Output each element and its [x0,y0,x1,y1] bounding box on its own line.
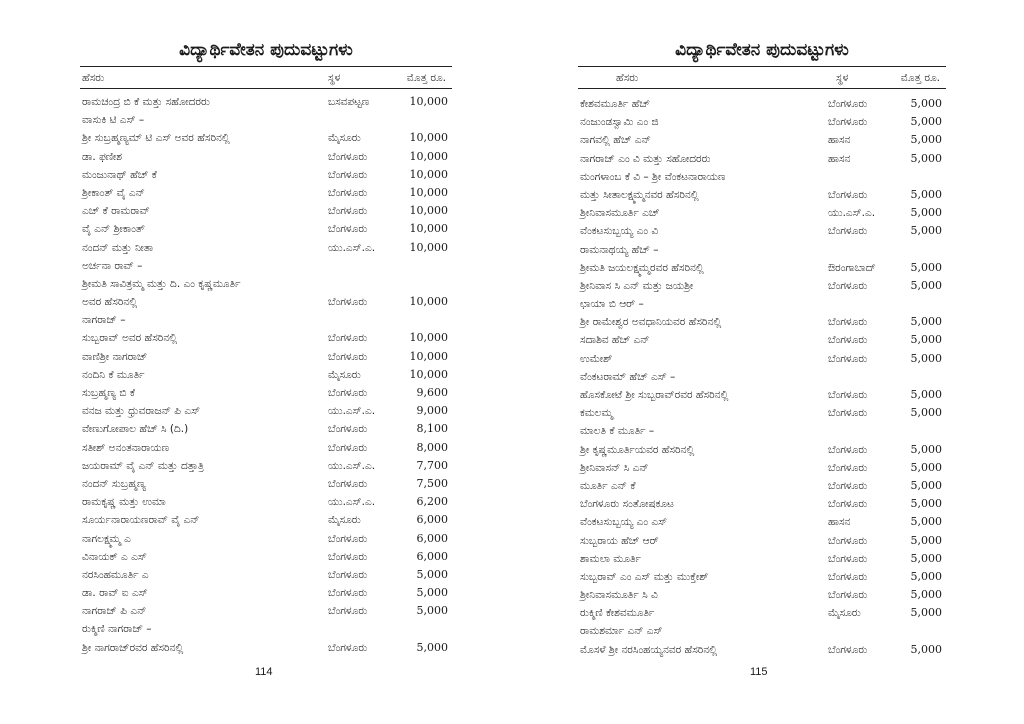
donation-amount: 10,000 [409,131,448,145]
donor-place: ಬೆಂಗಳೂರು [828,534,868,547]
table-row [80,148,452,166]
donation-amount: 6,000 [416,531,448,545]
donor-name: ಜಯರಾಮ್ ವೈ ಎನ್ ಮತ್ತು ದತ್ತಾತ್ರಿ [82,459,204,472]
donation-amount: 10,000 [409,222,448,236]
donor-name: ಶ್ರೀ ಸುಬ್ರಹ್ಮಣ್ಯಮ್ ಟಿ ಎಸ್ ಅವರ ಹೆಸರಿನಲ್ಲಿ [82,132,230,145]
donor-place: ಬೆಂಗಳೂರು [328,168,368,181]
donation-amount: 6,200 [416,495,448,509]
donor-name: ವೆಂಕಟರಾಮ್ ಹೆಚ್ ಎಸ್ – [580,370,676,383]
table-row [80,475,452,493]
table-row [578,568,946,586]
donor-name: ಸೂರ್ಯನಾರಾಯಣರಾವ್ ವೈ ಎನ್ [82,514,200,527]
donation-amount: 5,000 [416,604,448,618]
table-row [578,513,946,531]
donation-amount: 8,000 [416,440,448,454]
donation-amount: 5,000 [910,569,942,583]
donor-place: ಬೆಂಗಳೂರು [828,498,868,511]
donor-name: ಸುಬ್ಬರಾಯ ಹೆಚ್ ಆರ್ [580,534,659,547]
donor-place: ಬೆಂಗಳೂರು [328,477,368,490]
table-row [80,184,452,202]
donor-place: ಬೆಂಗಳೂರು [828,407,868,420]
donor-place: ಬಸವಪಟ್ಟಣ [328,96,370,108]
table-row [578,622,946,640]
donor-place: ಬೆಂಗಳೂರು [328,223,368,236]
table-row [578,204,946,222]
donor-name: ಶ್ರೀನಿವಾಸ ಸಿ ಎನ್ ಮತ್ತು ಜಯಶ್ರೀ [580,279,694,292]
donor-place: ಬೆಂಗಳೂರು [328,441,368,454]
donor-place: ಯು.ಎಸ್.ಎ. [328,405,376,418]
donor-name: ಶ್ರೀ ಕೃಷ್ಣಮೂರ್ತಿಯವರ ಹೆಸರಿನಲ್ಲಿ [580,443,695,456]
donor-place: ಯು.ಎಸ್.ಎ. [328,241,376,254]
table-row [578,95,946,113]
donor-place: ಬೆಂಗಳೂರು [328,387,368,399]
table-row [80,402,452,420]
table-row [80,239,452,257]
donation-amount: 5,000 [910,406,942,420]
donation-amount: 10,000 [409,149,448,163]
donor-place: ಬೆಂಗಳೂರು [328,641,368,654]
donor-place: ಬೆಂಗಳೂರು [328,150,368,163]
donation-amount: 5,000 [910,460,942,474]
donor-name: ಸುಬ್ಬರಾವ್ ಅವರ ಹೆಸರಿನಲ್ಲಿ [82,332,178,345]
page-title: ವಿದ್ಯಾರ್ಥಿವೇತನ ಪುದುವಟ್ಟುಗಳು [675,40,849,60]
donation-amount: 5,000 [910,260,942,274]
donor-name: ಮತ್ತು ಸೀತಾಲಕ್ಷ್ಮಮ್ಮನವರ ಹೆಸರಿನಲ್ಲಿ [580,188,699,201]
donor-place: ಬೆಂಗಳೂರು [328,332,368,345]
donor-place: ಬೆಂಗಳೂರು [828,570,868,583]
donor-place: ಬೆಂಗಳೂರು [828,316,868,329]
header-bottom-rule [578,88,946,89]
donor-name: ಮಂಗಳಾಂಬ ಕೆ ವಿ – ಶ್ರೀ ವೆಂಕಟನಾರಾಯಣ [580,170,726,183]
donor-place: ಬೆಂಗಳೂರು [828,643,868,656]
donor-place: ಬೆಂಗಳೂರು [328,587,368,600]
donation-amount: 10,000 [409,167,448,181]
donor-place: ಬೆಂಗಳೂರು [328,568,368,581]
table-row [80,493,452,511]
donor-name: ಶ್ರೀಮತಿ ಜಯಲಕ್ಷ್ಮಮ್ಮರವರ ಹೆಸರಿನಲ್ಲಿ [580,261,704,274]
donor-name: ಕಮಲಮ್ಮ [580,407,613,420]
donation-amount: 5,000 [416,567,448,581]
donor-name: ವೆಂಕಟಸುಬ್ಬಯ್ಯ ಎಂ ಎಸ್ [580,516,668,529]
donor-name: ಶ್ರೀಕಾಂತ್ ವೈ ಎನ್ [82,186,145,199]
donor-name: ರಾಮಕೃಷ್ಣ ಮತ್ತು ಉಮಾ [82,496,166,509]
donor-name: ನಾಗವಲ್ಲಿ ಹೆಚ್ ಎನ್ [580,134,651,147]
donation-amount: 5,000 [910,588,942,602]
header-bottom-rule [80,88,452,89]
table-row [80,620,452,638]
donor-place: ಬೆಂಗಳೂರು [328,550,368,563]
donation-amount: 10,000 [409,95,448,108]
right-page [578,0,946,724]
donor-place: ಬೆಂಗಳೂರು [828,352,868,365]
donor-place: ಬೆಂಗಳೂರು [828,116,868,129]
table-row [578,495,946,513]
donation-amount: 10,000 [409,367,448,381]
table-row [578,186,946,204]
donor-name: ರಾಮಚಂದ್ರ ಬಿ ಕೆ ಮತ್ತು ಸಹೋದರರು [82,96,210,108]
table-row [80,457,452,475]
donor-name: ಸುಬ್ಬರಾವ್ ಎಂ ಎಸ್ ಮತ್ತು ಮುಕ್ತೇಶ್ [580,570,709,583]
table-row [80,548,452,566]
table-row [578,422,946,440]
donor-name: ನಾಗಲಕ್ಷ್ಮಮ್ಮ ಎ [82,532,131,545]
donation-amount: 5,000 [910,442,942,456]
donor-name: ವೆಂಕಟಸುಬ್ಬಯ್ಯ ಎಂ ವಿ [580,225,659,238]
donor-place: ಬೆಂಗಳೂರು [828,589,868,602]
donor-place: ಬೆಂಗಳೂರು [828,188,868,201]
table-row [578,113,946,131]
page-title: ವಿದ್ಯಾರ್ಥಿವೇತನ ಪುದುವಟ್ಟುಗಳು [179,40,353,60]
donor-name: ನಂಜುಂಡಸ್ವಾಮಿ ಎಂ ಜಿ [580,116,659,129]
donor-name: ವನಜ ಮತ್ತು ಧ್ರುವರಾಜನ್ ಪಿ ಎಸ್ [82,405,201,418]
donation-amount: 5,000 [910,388,942,401]
table-row [80,639,452,657]
table-row [578,222,946,240]
donation-amount: 5,000 [416,586,448,600]
donor-place: ಔರಂಗಾಬಾದ್ [828,261,876,274]
donor-place: ಯು.ಎಸ್.ಎ. [328,496,376,509]
table-header [80,72,452,86]
table-row [578,295,946,313]
header-name: ಹೆಸರು [82,72,105,84]
table-row [80,329,452,347]
donation-amount: 10,000 [409,331,448,345]
donation-amount: 10,000 [409,295,448,309]
donor-place: ಬೆಂಗಳೂರು [828,443,868,456]
header-name: ಹೆಸರು [616,72,639,84]
donation-amount: 5,000 [910,478,942,492]
donor-place: ಬೆಂಗಳೂರು [828,479,868,492]
header-place: ಸ್ಥಳ [328,72,341,84]
donor-place: ಬೆಂಗಳೂರು [328,350,368,363]
table-row [578,441,946,459]
header-place: ಸ್ಥಳ [836,72,849,84]
donation-amount: 8,100 [416,422,448,436]
table-row [80,530,452,548]
table-row [578,404,946,422]
donor-name: ನಾಗರಾಜ್ ಎಂ ವಿ ಮತ್ತು ಸಹೋದರರು [580,152,711,165]
donor-place: ಬೆಂಗಳೂರು [328,423,368,436]
donation-amount: 6,000 [416,513,448,527]
donor-name: ನಂದನ್ ಮತ್ತು ನೀತಾ [82,241,154,254]
donor-place: ಯು.ಎಸ್.ಎ. [828,207,876,220]
donor-name: ಎಚ್ ಕೆ ರಾಮರಾವ್ [82,205,150,218]
donor-name: ಉಮೇಶ್ [580,352,613,365]
donor-name: ರುಕ್ಮಿಣಿ ನಾಗರಾಜ್ – [82,623,152,636]
donor-name: ರಾಮಶರ್ಮಾ ಎನ್ ಎಸ್ [580,625,663,638]
donor-name: ರುಕ್ಮಿಣಿ ಕೇಶವಮೂರ್ತಿ [580,607,655,620]
donor-name: ಅವರ ಹೆಸರಿನಲ್ಲಿ [82,296,138,309]
donation-amount: 10,000 [409,204,448,218]
donor-place: ಹಾಸನ [828,134,851,147]
donor-name: ಶ್ರೀನಿವಾಸಮೂರ್ತಿ ಸಿ ವಿ [580,589,658,602]
left-page [80,0,452,724]
donor-table [80,93,452,657]
table-row [80,366,452,384]
donation-amount: 5,000 [910,551,942,565]
donation-amount: 5,000 [910,97,942,110]
donation-amount: 5,000 [910,224,942,238]
donor-name: ಡಾ. ರಾವ್ ಐ ಎಸ್ [82,587,148,600]
donor-name: ನರಸಿಂಹಮೂರ್ತಿ ಎ [82,568,149,581]
donor-name: ಛಾಯಾ ಬಿ ಆರ್ – [580,298,644,311]
table-row [80,111,452,129]
donor-place: ಮೈಸೂರು [828,607,861,620]
table-row [578,477,946,495]
donation-amount: 7,700 [416,458,448,472]
table-row [80,129,452,147]
donor-name: ವೇಣುಗೋಪಾಲ ಹೆಚ್ ಸಿ (ದಿ.) [82,423,189,436]
donor-name: ಕೇಶವಮೂರ್ತಿ ಹೆಚ್ [580,98,650,110]
donor-place: ಬೆಂಗಳೂರು [328,296,368,309]
donor-place: ಬೆಂಗಳೂರು [828,334,868,347]
donation-amount: 6,000 [416,549,448,563]
table-row [578,150,946,168]
table-row [578,313,946,331]
table-header [578,72,946,86]
donor-name: ಶ್ರೀ ನಾಗರಾಜ್‌ರವರ ಹೆಸರಿನಲ್ಲಿ [82,641,184,654]
donor-name: ಶ್ರೀಮತಿ ಸಾವಿತ್ರಮ್ಮ ಮತ್ತು ದಿ. ಎಂ ಕೃಷ್ಣಮೂರ್ತಿ [82,277,241,290]
page-number: 114 [255,666,273,678]
donor-place: ಬೆಂಗಳೂರು [828,389,868,401]
donor-name: ಅರ್ಚನಾ ರಾವ್ – [82,259,143,272]
donor-place: ಹಾಸನ [828,152,851,165]
table-row [80,311,452,329]
donation-amount: 5,000 [910,115,942,129]
donor-table [578,95,946,659]
table-row [578,168,946,186]
donation-amount: 5,000 [910,515,942,529]
table-row [80,348,452,366]
table-row [80,566,452,584]
donor-place: ಬೆಂಗಳೂರು [328,205,368,218]
donor-name: ಶ್ರೀನಿವಾಸಮೂರ್ತಿ ಎಚ್ [580,207,660,220]
table-row [578,459,946,477]
donation-amount: 5,000 [910,278,942,292]
donation-amount: 5,000 [416,640,448,654]
donor-name: ವಾಸುಕಿ ಟಿ ಎಸ್ – [82,114,145,127]
table-row [80,257,452,275]
donor-place: ಬೆಂಗಳೂರು [328,605,368,618]
donor-name: ಡಾ. ಫಣೀಶ [82,150,123,163]
table-row [80,384,452,402]
donor-name: ಮಂಜುನಾಥ್ ಹೆಚ್ ಕೆ [82,168,157,181]
header-amount: ಮೊತ್ತ ರೂ. [900,72,940,84]
donor-name: ಸುಬ್ರಹ್ಮಣ್ಯ ಬಿ ಕೆ [82,387,135,399]
table-row [80,602,452,620]
donation-amount: 5,000 [910,606,942,620]
table-row [80,166,452,184]
donor-place: ಮೈಸೂರು [328,514,361,527]
table-row [80,93,452,111]
donor-name: ವಿನಾಯಕ್ ಎ ಎಸ್ [82,550,147,563]
table-row [578,131,946,149]
donor-name: ಸದಾಶಿವ ಹೆಚ್ ಎನ್ [580,334,650,347]
donor-name: ವೈ ಎನ್ ಶ್ರೀಕಾಂತ್ [82,223,145,236]
donor-place: ಬೆಂಗಳೂರು [828,225,868,238]
table-row [578,331,946,349]
donor-name: ನಾಗರಾಜ್ – [82,314,126,327]
table-row [578,532,946,550]
donor-place: ಬೆಂಗಳೂರು [328,186,368,199]
page-number: 115 [750,666,768,678]
donor-name: ಹೊಸಕೋಟೆ ಶ್ರೀ ಸುಬ್ಬರಾವ್‌ರವರ ಹೆಸರಿನಲ್ಲಿ [580,389,729,401]
table-row [578,641,946,659]
donation-amount: 5,000 [910,533,942,547]
donation-amount: 9,600 [416,386,448,399]
table-row [80,202,452,220]
donor-name: ರಾಮನಾಥಯ್ಯ ಹೆಚ್ – [580,243,659,256]
donation-amount: 10,000 [409,240,448,254]
table-row [578,277,946,295]
donation-amount: 10,000 [409,185,448,199]
donor-name: ಶಾಮಲಾ ಮೂರ್ತಿ [580,552,641,565]
donation-amount: 5,000 [910,206,942,220]
table-row [80,220,452,238]
donor-name: ಮೂರ್ತಿ ಎನ್ ಕೆ [580,479,636,492]
table-row [578,604,946,622]
donation-amount: 5,000 [910,351,942,365]
donation-amount: 7,500 [416,476,448,490]
table-row [80,584,452,602]
table-row [578,586,946,604]
table-row [578,241,946,259]
donor-name: ನಂದಿನಿ ಕೆ ಮೂರ್ತಿ [82,368,145,381]
donor-place: ಬೆಂಗಳೂರು [328,532,368,545]
table-row [80,275,452,293]
donor-place: ಯು.ಎಸ್.ಎ. [328,459,376,472]
donation-amount: 5,000 [910,497,942,511]
donor-name: ಬೆಂಗಳೂರು ಸಂತೋಷಕೂಟ [580,498,674,511]
table-top-rule [80,66,452,67]
donor-name: ಮಾಲತಿ ಕೆ ಮೂರ್ತಿ – [580,425,655,438]
table-row [80,293,452,311]
donation-amount: 5,000 [910,133,942,147]
donor-place: ಮೈಸೂರು [328,132,361,145]
table-row [80,511,452,529]
donation-amount: 9,000 [416,404,448,418]
donation-amount: 5,000 [910,642,942,656]
donor-name: ವಾಣಿಶ್ರೀ ನಾಗರಾಜ್ [82,350,148,363]
donor-name: ನಂದನ್ ಸುಬ್ರಹ್ಮಣ್ಯ [82,477,146,490]
donor-name: ಶ್ರೀನಿವಾಸನ್ ಸಿ ಎನ್ [580,461,649,474]
table-row [80,420,452,438]
donor-place: ಹಾಸನ [828,516,851,529]
donation-amount: 10,000 [409,349,448,363]
donor-name: ಮೊಸಳೆ ಶ್ರೀ ನರಸಿಂಹಯ್ಯನವರ ಹೆಸರಿನಲ್ಲಿ [580,643,718,656]
table-top-rule [578,66,946,67]
donation-amount: 5,000 [910,187,942,201]
table-row [578,350,946,368]
table-row [578,368,946,386]
donation-amount: 5,000 [910,333,942,347]
donor-place: ಬೆಂಗಳೂರು [828,552,868,565]
donation-amount: 5,000 [910,315,942,329]
donor-place: ಬೆಂಗಳೂರು [828,461,868,474]
donor-name: ಶ್ರೀ ರಾಮೇಶ್ವರ ಅವಧಾನಿಯವರ ಹೆಸರಿನಲ್ಲಿ [580,316,722,329]
table-row [578,386,946,404]
table-row [80,439,452,457]
table-row [578,259,946,277]
donor-name: ನಾಗರಾಜ್ ಪಿ ಎನ್ [82,605,147,618]
table-row [578,550,946,568]
header-amount: ಮೊತ್ತ ರೂ. [406,72,446,84]
donor-place: ಮೈಸೂರು [328,368,361,381]
donation-amount: 5,000 [910,151,942,165]
donor-name: ಸತೀಶ್ ಅನಂತನಾರಾಯಣ [82,441,170,454]
donor-place: ಬೆಂಗಳೂರು [828,279,868,292]
donor-place: ಬೆಂಗಳೂರು [828,98,868,110]
